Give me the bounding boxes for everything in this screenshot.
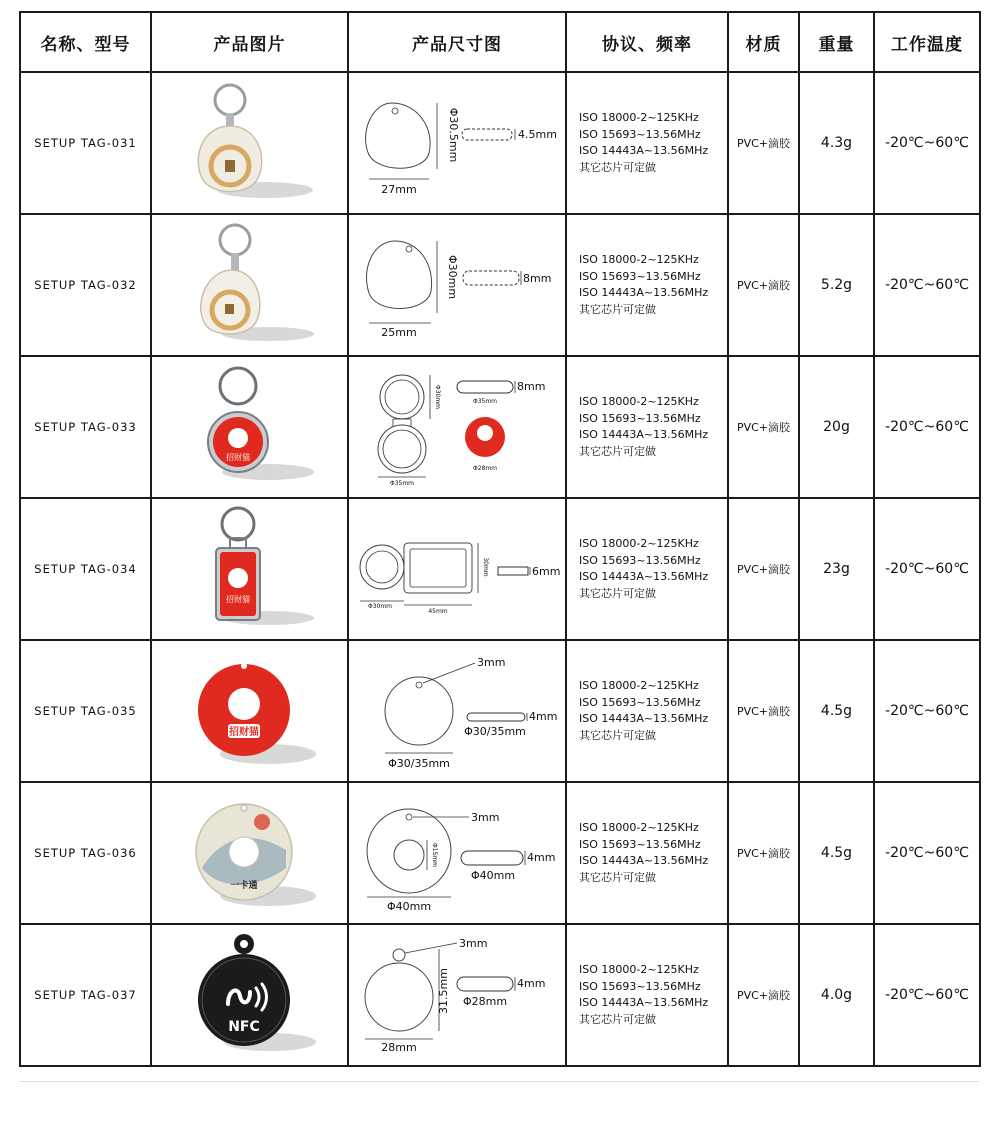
protocol-line: ISO 18000-2~125KHz	[579, 679, 699, 692]
dimension-drawing-cell	[348, 782, 566, 924]
product-image-cell	[151, 924, 348, 1066]
weight-cell: 23g	[799, 498, 874, 640]
dim-thickness: 4mm	[529, 710, 558, 723]
protocol-cell	[566, 356, 728, 498]
material-cell: PVC+滴胶	[728, 72, 799, 214]
dim-thickness: 6mm	[532, 565, 561, 578]
product-image-cell	[151, 356, 348, 498]
material-cell: PVC+滴胶	[728, 214, 799, 356]
dimension-drawing-cell	[348, 72, 566, 214]
rectangle-metal-keyfob-image	[180, 504, 320, 634]
weight-cell: 5.2g	[799, 214, 874, 356]
weight-cell: 4.3g	[799, 72, 874, 214]
temperature-cell: -20℃~60℃	[874, 214, 980, 356]
protocol-line: ISO 14443A~13.56MHz	[579, 428, 709, 441]
teardrop-keyfob-image	[180, 78, 320, 208]
protocol-line: ISO 15693~13.56MHz	[579, 979, 701, 993]
dim-width: 27mm	[381, 183, 417, 196]
temperature-cell: -20℃~60℃	[874, 640, 980, 782]
dim-ring: Φ30mm	[434, 384, 441, 410]
dimension-drawing-cell	[348, 640, 566, 782]
protocol-line: ISO 14443A~13.56MHz	[579, 996, 709, 1009]
model-cell: SETUP TAG-034	[20, 498, 151, 640]
header-proto: 协议、频率	[566, 12, 728, 72]
protocol-line: 其它芯片可定做	[579, 302, 656, 316]
protocol-line: ISO 15693~13.56MHz	[579, 553, 701, 567]
dim-diameter: Φ30/35mm	[388, 757, 450, 770]
weight-cell: 4.0g	[799, 924, 874, 1066]
dimension-drawing	[357, 935, 557, 1055]
donut-disc-tag-image	[180, 788, 320, 918]
dim-diameter: Φ40mm	[386, 900, 432, 913]
protocol-cell	[566, 498, 728, 640]
protocol-line: ISO 14443A~13.56MHz	[579, 144, 709, 157]
protocol-cell	[566, 924, 728, 1066]
dim-side: Φ35mm	[472, 398, 498, 405]
model-cell: SETUP TAG-036	[20, 782, 151, 924]
dim-insert: Φ28mm	[472, 465, 498, 472]
model-cell: SETUP TAG-033	[20, 356, 151, 498]
protocol-cell	[566, 214, 728, 356]
protocol-line: ISO 18000-2~125KHz	[579, 395, 699, 408]
header-material: 材质	[728, 12, 799, 72]
dimension-drawing-cell	[348, 498, 566, 640]
model-cell: SETUP TAG-035	[20, 640, 151, 782]
dim-ring: Φ30mm	[367, 603, 393, 610]
protocol-line: ISO 14443A~13.56MHz	[579, 712, 709, 725]
protocol-line: 其它芯片可定做	[579, 728, 656, 742]
round-metal-keyfob-image	[180, 362, 320, 492]
red-disc-tag-image	[180, 646, 320, 776]
spec-table	[19, 11, 981, 1067]
dim-width: 25mm	[381, 326, 417, 339]
material-cell: PVC+滴胶	[728, 924, 799, 1066]
dimension-drawing-cell	[348, 924, 566, 1066]
dim-thickness: 4mm	[527, 851, 556, 864]
dimension-drawing	[357, 651, 557, 771]
material-cell: PVC+滴胶	[728, 640, 799, 782]
dim-side: Φ28mm	[462, 995, 508, 1008]
dim-thickness: 8mm	[523, 272, 552, 285]
tag-text: NFC	[227, 1019, 260, 1035]
dim-height: 30mm	[482, 557, 489, 577]
dim-length: 45mm	[428, 608, 448, 615]
dim-hole: 3mm	[459, 937, 488, 950]
dim-inner: Φ15mm	[431, 842, 438, 868]
protocol-line: ISO 18000-2~125KHz	[579, 111, 699, 124]
protocol-cell	[566, 72, 728, 214]
product-image-cell	[151, 214, 348, 356]
protocol-line: ISO 18000-2~125KHz	[579, 963, 699, 976]
dimension-drawing-cell	[348, 356, 566, 498]
page-divider	[19, 1081, 979, 1082]
dimension-drawing	[357, 225, 557, 345]
dimension-drawing-cell	[348, 214, 566, 356]
product-image-cell	[151, 498, 348, 640]
protocol-line: 其它芯片可定做	[579, 444, 656, 458]
protocol-line: ISO 15693~13.56MHz	[579, 411, 701, 425]
weight-cell: 4.5g	[799, 782, 874, 924]
teardrop-keyfob-image	[180, 220, 320, 350]
temperature-cell: -20℃~60℃	[874, 72, 980, 214]
tag-text: 一卡通	[229, 881, 258, 891]
nfc-tag-image	[180, 930, 320, 1060]
model-cell: SETUP TAG-037	[20, 924, 151, 1066]
dimension-drawing	[352, 509, 562, 629]
protocol-line: ISO 18000-2~125KHz	[579, 253, 699, 266]
protocol-line: ISO 14443A~13.56MHz	[579, 854, 709, 867]
temperature-cell: -20℃~60℃	[874, 498, 980, 640]
dim-side: Φ30/35mm	[464, 725, 526, 738]
protocol-cell	[566, 782, 728, 924]
model-cell: SETUP TAG-032	[20, 214, 151, 356]
tag-text: 招财猫	[225, 453, 250, 462]
dim-thickness: 8mm	[517, 380, 546, 393]
tag-text: 招财猫	[225, 595, 250, 604]
temperature-cell: -20℃~60℃	[874, 782, 980, 924]
header-row	[20, 12, 980, 72]
dim-height: Φ30mm	[446, 254, 459, 300]
dim-thickness: 4mm	[517, 977, 546, 990]
dim-width: 28mm	[381, 1041, 417, 1054]
product-image-cell	[151, 782, 348, 924]
temperature-cell: -20℃~60℃	[874, 356, 980, 498]
table-row	[20, 72, 980, 214]
header-image: 产品图片	[151, 12, 348, 72]
temperature-cell: -20℃~60℃	[874, 924, 980, 1066]
model-cell: SETUP TAG-031	[20, 72, 151, 214]
header-name: 名称、型号	[20, 12, 151, 72]
weight-cell: 4.5g	[799, 640, 874, 782]
protocol-line: ISO 15693~13.56MHz	[579, 269, 701, 283]
protocol-line: 其它芯片可定做	[579, 160, 656, 174]
protocol-line: ISO 15693~13.56MHz	[579, 837, 701, 851]
protocol-line: ISO 15693~13.56MHz	[579, 127, 701, 141]
dimension-drawing	[357, 367, 557, 487]
table-row	[20, 782, 980, 924]
dim-hole: 3mm	[471, 811, 500, 824]
table-row	[20, 924, 980, 1066]
protocol-line: ISO 14443A~13.56MHz	[579, 570, 709, 583]
dimension-drawing	[357, 793, 557, 913]
protocol-line: ISO 14443A~13.56MHz	[579, 286, 709, 299]
header-dims: 产品尺寸图	[348, 12, 566, 72]
table-row	[20, 214, 980, 356]
dim-height: Φ30.5mm	[447, 107, 460, 163]
protocol-cell	[566, 640, 728, 782]
weight-cell: 20g	[799, 356, 874, 498]
protocol-line: 其它芯片可定做	[579, 586, 656, 600]
dim-body: Φ35mm	[389, 480, 415, 487]
table-row	[20, 640, 980, 782]
tag-text: 招财猫	[228, 727, 259, 738]
header-weight: 重量	[799, 12, 874, 72]
product-image-cell	[151, 640, 348, 782]
protocol-line: 其它芯片可定做	[579, 870, 656, 884]
material-cell: PVC+滴胶	[728, 356, 799, 498]
dim-side: Φ40mm	[470, 869, 516, 882]
dim-hole: 3mm	[477, 656, 506, 669]
protocol-line: ISO 18000-2~125KHz	[579, 537, 699, 550]
product-image-cell	[151, 72, 348, 214]
dim-thickness: 4.5mm	[518, 128, 557, 141]
dim-height: 31.5mm	[437, 968, 450, 1014]
protocol-line: 其它芯片可定做	[579, 1012, 656, 1026]
material-cell: PVC+滴胶	[728, 782, 799, 924]
table-row	[20, 356, 980, 498]
dimension-drawing	[357, 83, 557, 203]
table-row	[20, 498, 980, 640]
header-temp: 工作温度	[874, 12, 980, 72]
protocol-line: ISO 15693~13.56MHz	[579, 695, 701, 709]
material-cell: PVC+滴胶	[728, 498, 799, 640]
protocol-line: ISO 18000-2~125KHz	[579, 821, 699, 834]
